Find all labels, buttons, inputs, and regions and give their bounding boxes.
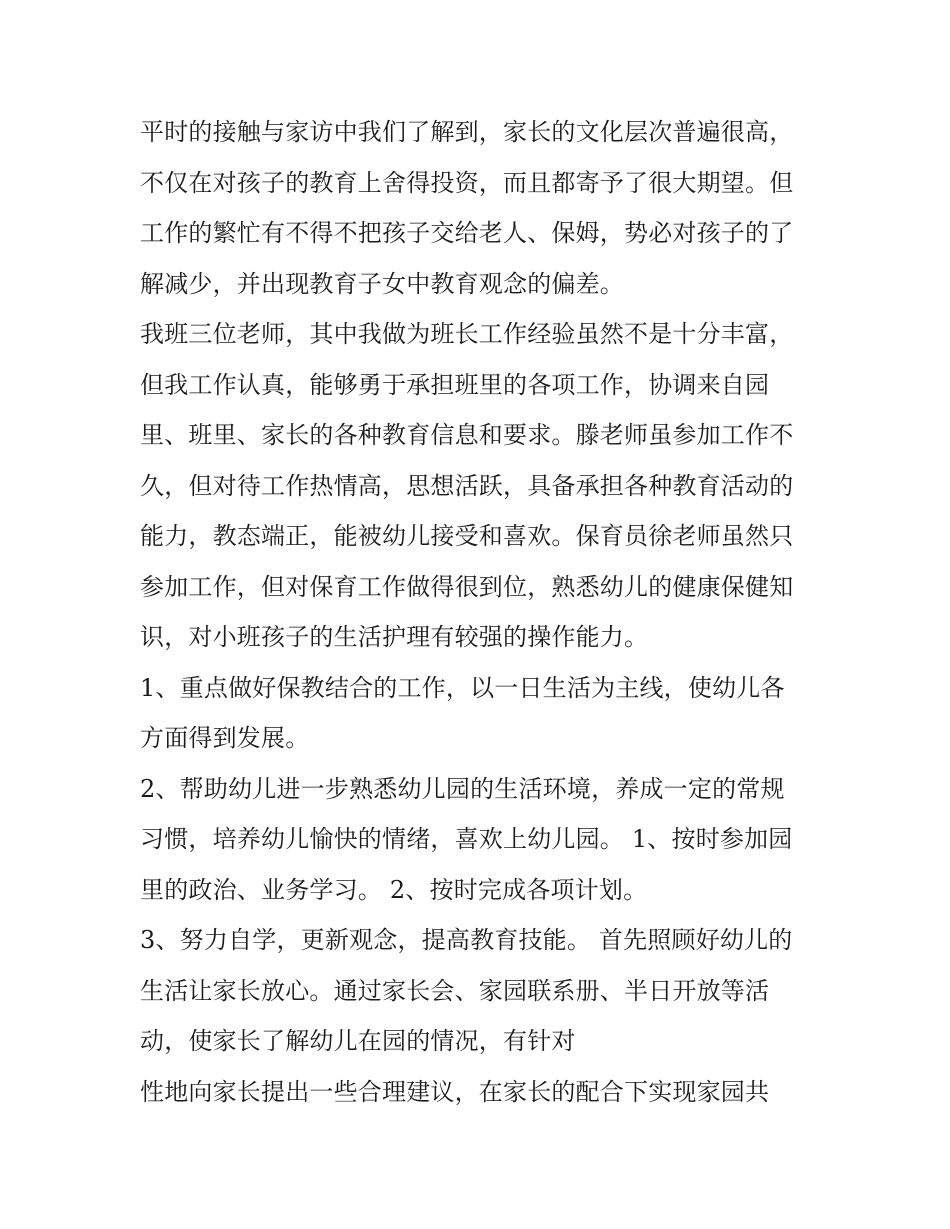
text-line: 但我工作认真，能够勇于承担班里的各项工作，协调来自园 [140,370,770,399]
text-line: 方面得到发展。 [140,724,310,752]
text-line: 3、努力自学，更新观念，提高教育技能。 首先照顾好幼儿的 [140,926,793,954]
text-line: 能力，教态端正，能被幼儿接受和喜欢。保育员徐老师虽然只 [140,522,794,550]
text-line: 参加工作，但对保育工作做得很到位，熟悉幼儿的健康保健知 [140,572,794,601]
text-line: 动，使家长了解幼儿在园的情况，有针对 [140,1027,576,1055]
text-line: 平时的接触与家访中我们了解到，家长的文化层次普遍很高， [140,118,794,146]
text-line: 不仅在对孩子的教育上舍得投资，而且都寄予了很大期望。但 [140,168,794,197]
text-line: 1、重点做好保教结合的工作，以一日生活为主线，使幼儿各 [140,673,785,702]
text-line: 久，但对待工作热情高，思想活跃，具备承担各种教育活动的 [140,471,794,500]
text-line: 里的政治、业务学习。 2、按时完成各项计划。 [140,875,648,904]
text-line: 习惯，培养幼儿愉快的情绪，喜欢上幼儿园。 1、按时参加园 [140,825,793,853]
text-line: 性地向家长提出一些合理建议，在家长的配合下实现家园共 [140,1077,770,1106]
document-body [140,107,820,1117]
text-line: 2、帮助幼儿进一步熟悉幼儿园的生活环境，养成一定的常规 [140,774,785,803]
text-line: 里、班里、家长的各种教育信息和要求。滕老师虽参加工作不 [140,421,794,449]
text-line: 我班三位老师，其中我做为班长工作经验虽然不是十分丰富， [140,320,794,348]
text-line: 识，对小班孩子的生活护理有较强的操作能力。 [140,623,649,651]
text-line: 工作的繁忙有不得不把孩子交给老人、保姆，势必对孩子的了 [140,219,794,247]
text-line: 解减少，并出现教育子女中教育观念的偏差。 [140,269,624,298]
text-line: 生活让家长放心。通过家长会、家园联系册、半日开放等活 [140,976,770,1005]
